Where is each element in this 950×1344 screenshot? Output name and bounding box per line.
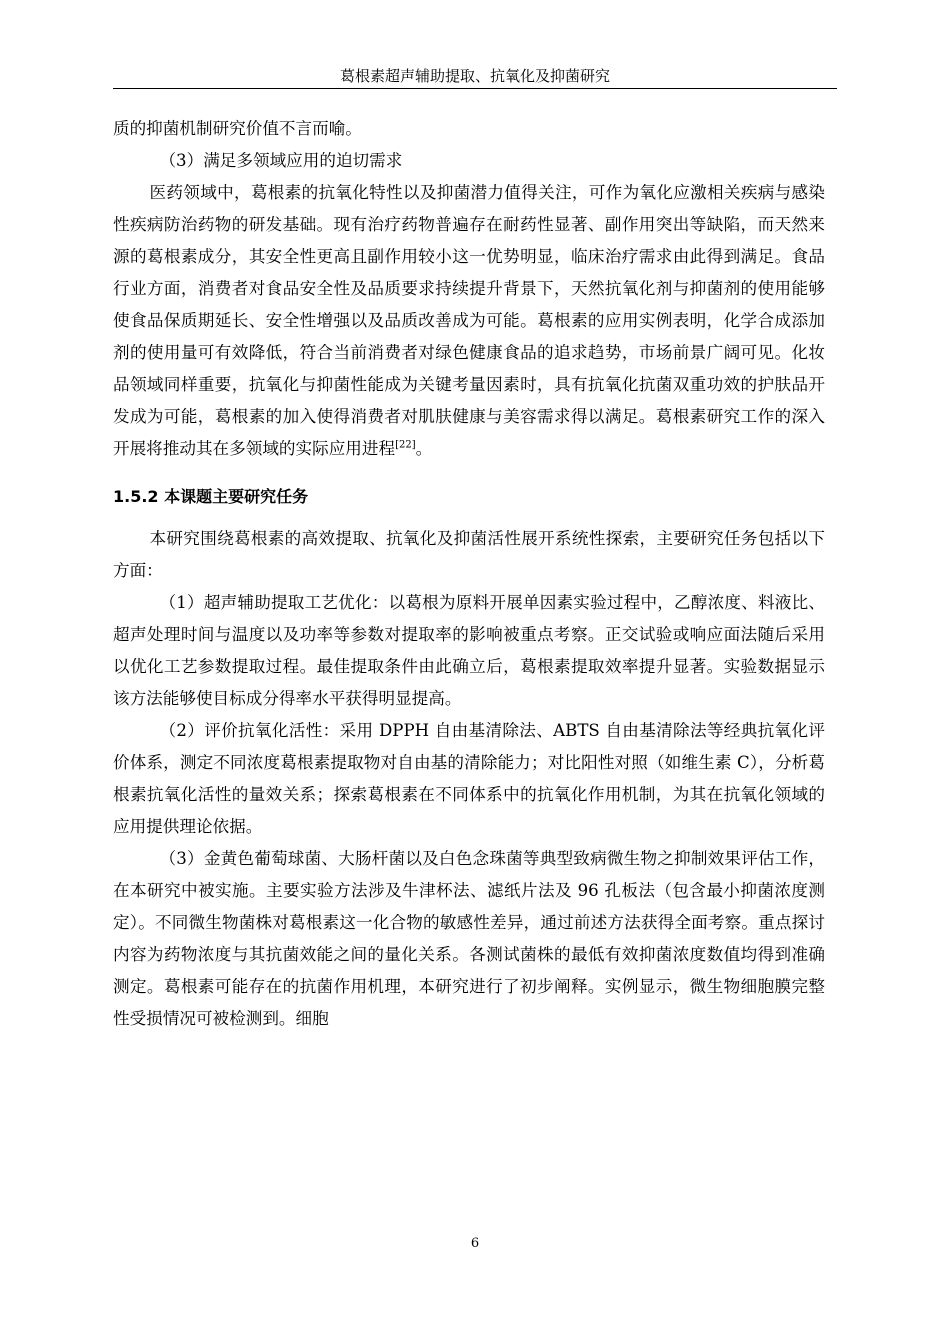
subheading-3: （3）满足多领域应用的迫切需求 <box>159 151 403 170</box>
paragraph-continuation: 质的抑菌机制研究价值不言而喻。 <box>113 119 362 138</box>
paragraph-applications-end: 。 <box>415 439 433 458</box>
paragraph-applications <box>113 177 825 465</box>
task-item-2: （2）评价抗氧化活性：采用 DPPH 自由基清除法、ABTS 自由基清除法等经典抗氧化评价体系，测定不同浓度葛根素提取物对自由基的清除能力；对比阳性对照（如维生素 C），分析葛根素抗氧化活性的量效关系；探索葛根素在不同体系中的抗氧化作用机制，为其在抗氧化领域的应用提供理论依据。 <box>113 721 825 836</box>
paragraph-applications-text: 医药领域中，葛根素的抗氧化特性以及抑菌潜力值得关注，可作为氧化应激相关疾病与感染性疾病防治药物的研发基础。现有治疗药物普遍存在耐药性显著、副作用突出等缺陷，而天然来源的葛根素成分，其安全性更高且副作用较小这一优势明显，临床治疗需求由此得到满足。食品行业方面，消费者对食品安全性及品质要求持续提升背景下，天然抗氧化剂与抑菌剂的使用能够使食品保质期延长、安全性增强以及品质改善成为可能。葛根素的应用实例表明，化学合成添加剂的使用量可有效降低，符合当前消费者对绿色健康食品的追求趋势，市场前景广阔可见。化妆品领域同样重要，抗氧化与抑菌性能成为关键考量因素时，具有抗氧化抗菌双重功效的护肤品开发成为可能，葛根素的加入使得消费者对肌肤健康与美容需求得以满足。葛根素研究工作的深入开展将推动其在多领域的实际应用进程 <box>113 183 825 458</box>
body-text <box>113 113 825 1035</box>
citation-ref: [22] <box>395 439 416 451</box>
header-rule <box>113 88 837 89</box>
task-item-1: （1）超声辅助提取工艺优化：以葛根为原料开展单因素实验过程中，乙醇浓度、料液比、超声处理时间与温度以及功率等参数对提取率的影响被重点考察。正交试验或响应面法随后采用以优化工艺参数提取过程。最佳提取条件由此确立后，葛根素提取效率提升显著。实验数据显示该方法能够使目标成分得率水平获得明显提高。 <box>113 593 825 708</box>
task-item-3: （3）金黄色葡萄球菌、大肠杆菌以及白色念珠菌等典型致病微生物之抑制效果评估工作，在本研究中被实施。主要实验方法涉及牛津杯法、滤纸片法及 96 孔板法（包含最小抑菌浓度测定）。不同微生物菌株对葛根素这一化合物的敏感性差异，通过前述方法获得全面考察。重点探讨内容为药物浓度与其抗菌效能之间的量化关系。各测试菌株的最低有效抑菌浓度数值均得到准确测定。葛根素可能存在的抗菌作用机理，本研究进行了初步阐释。实例显示，微生物细胞膜完整性受损情况可被检测到。细胞 <box>113 849 825 1028</box>
section-intro: 本研究围绕葛根素的高效提取、抗氧化及抑菌活性展开系统性探索，主要研究任务包括以下方面： <box>113 529 825 580</box>
section-heading: 1.5.2 本课题主要研究任务 <box>113 487 309 506</box>
page-number: 6 <box>470 1236 480 1251</box>
running-header: 葛根素超声辅助提取、抗氧化及抑菌研究 <box>339 67 610 85</box>
